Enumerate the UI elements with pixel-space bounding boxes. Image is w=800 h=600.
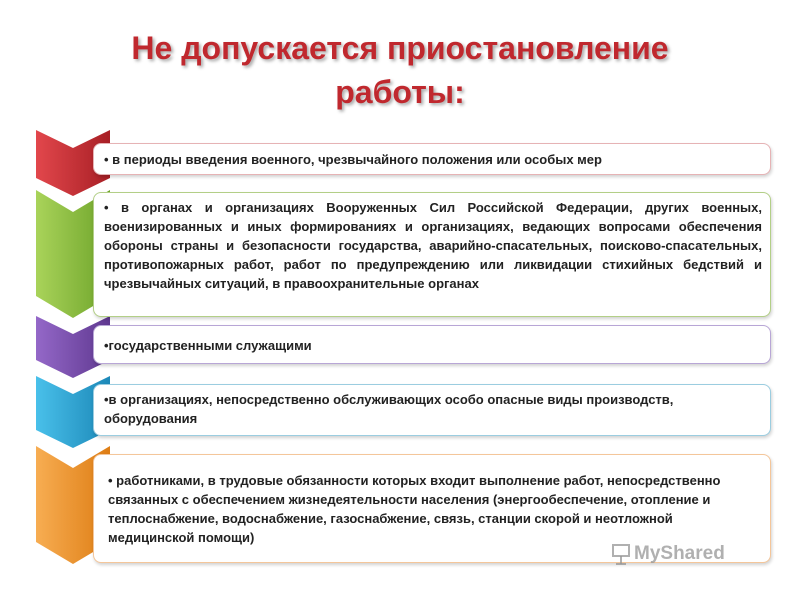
list-item (93, 325, 771, 364)
watermark-text: MyShared (634, 543, 725, 564)
list-item-text: • в периоды введения военного, чрезвычайного положения или особых мер (104, 152, 602, 167)
list-item (93, 192, 771, 317)
title-line-2: работы: (335, 74, 465, 110)
list-item-text: •в организациях, непосредственно обслуживающих особо опасные виды производств, оборудования (104, 392, 674, 426)
list-item-text: • в органах и организациях Вооруженных Сил Российской Федерации, других военных, военизированных и иных формированиях и организациях, ведающих вопросами обеспечения обороны страны и безопасности государства, аварийно-спасательных, поисково-спасательных, противопожарных работ, работ по предупреждению или ликвидации стихийных бедствий и чрезвычайных ситуаций, в правоохранительные органах (104, 200, 762, 291)
page-title (0, 26, 800, 114)
title-line-1: Не допускается приостановление (131, 30, 669, 66)
list-item-text: • работниками, в трудовые обязанности которых входит выполнение работ, непосредственно связанных с обеспечением жизнедеятельности населения (энергообеспечение, отопление и теплоснабжение, водоснабжение, газоснабжение, связь, станции скорой и неотложной медицинской помощи) (108, 473, 721, 545)
watermark (612, 543, 725, 565)
presentation-board-icon (612, 543, 630, 565)
list-item (93, 384, 771, 436)
list-item-text: •государственными служащими (104, 338, 312, 353)
list-item (93, 143, 771, 175)
